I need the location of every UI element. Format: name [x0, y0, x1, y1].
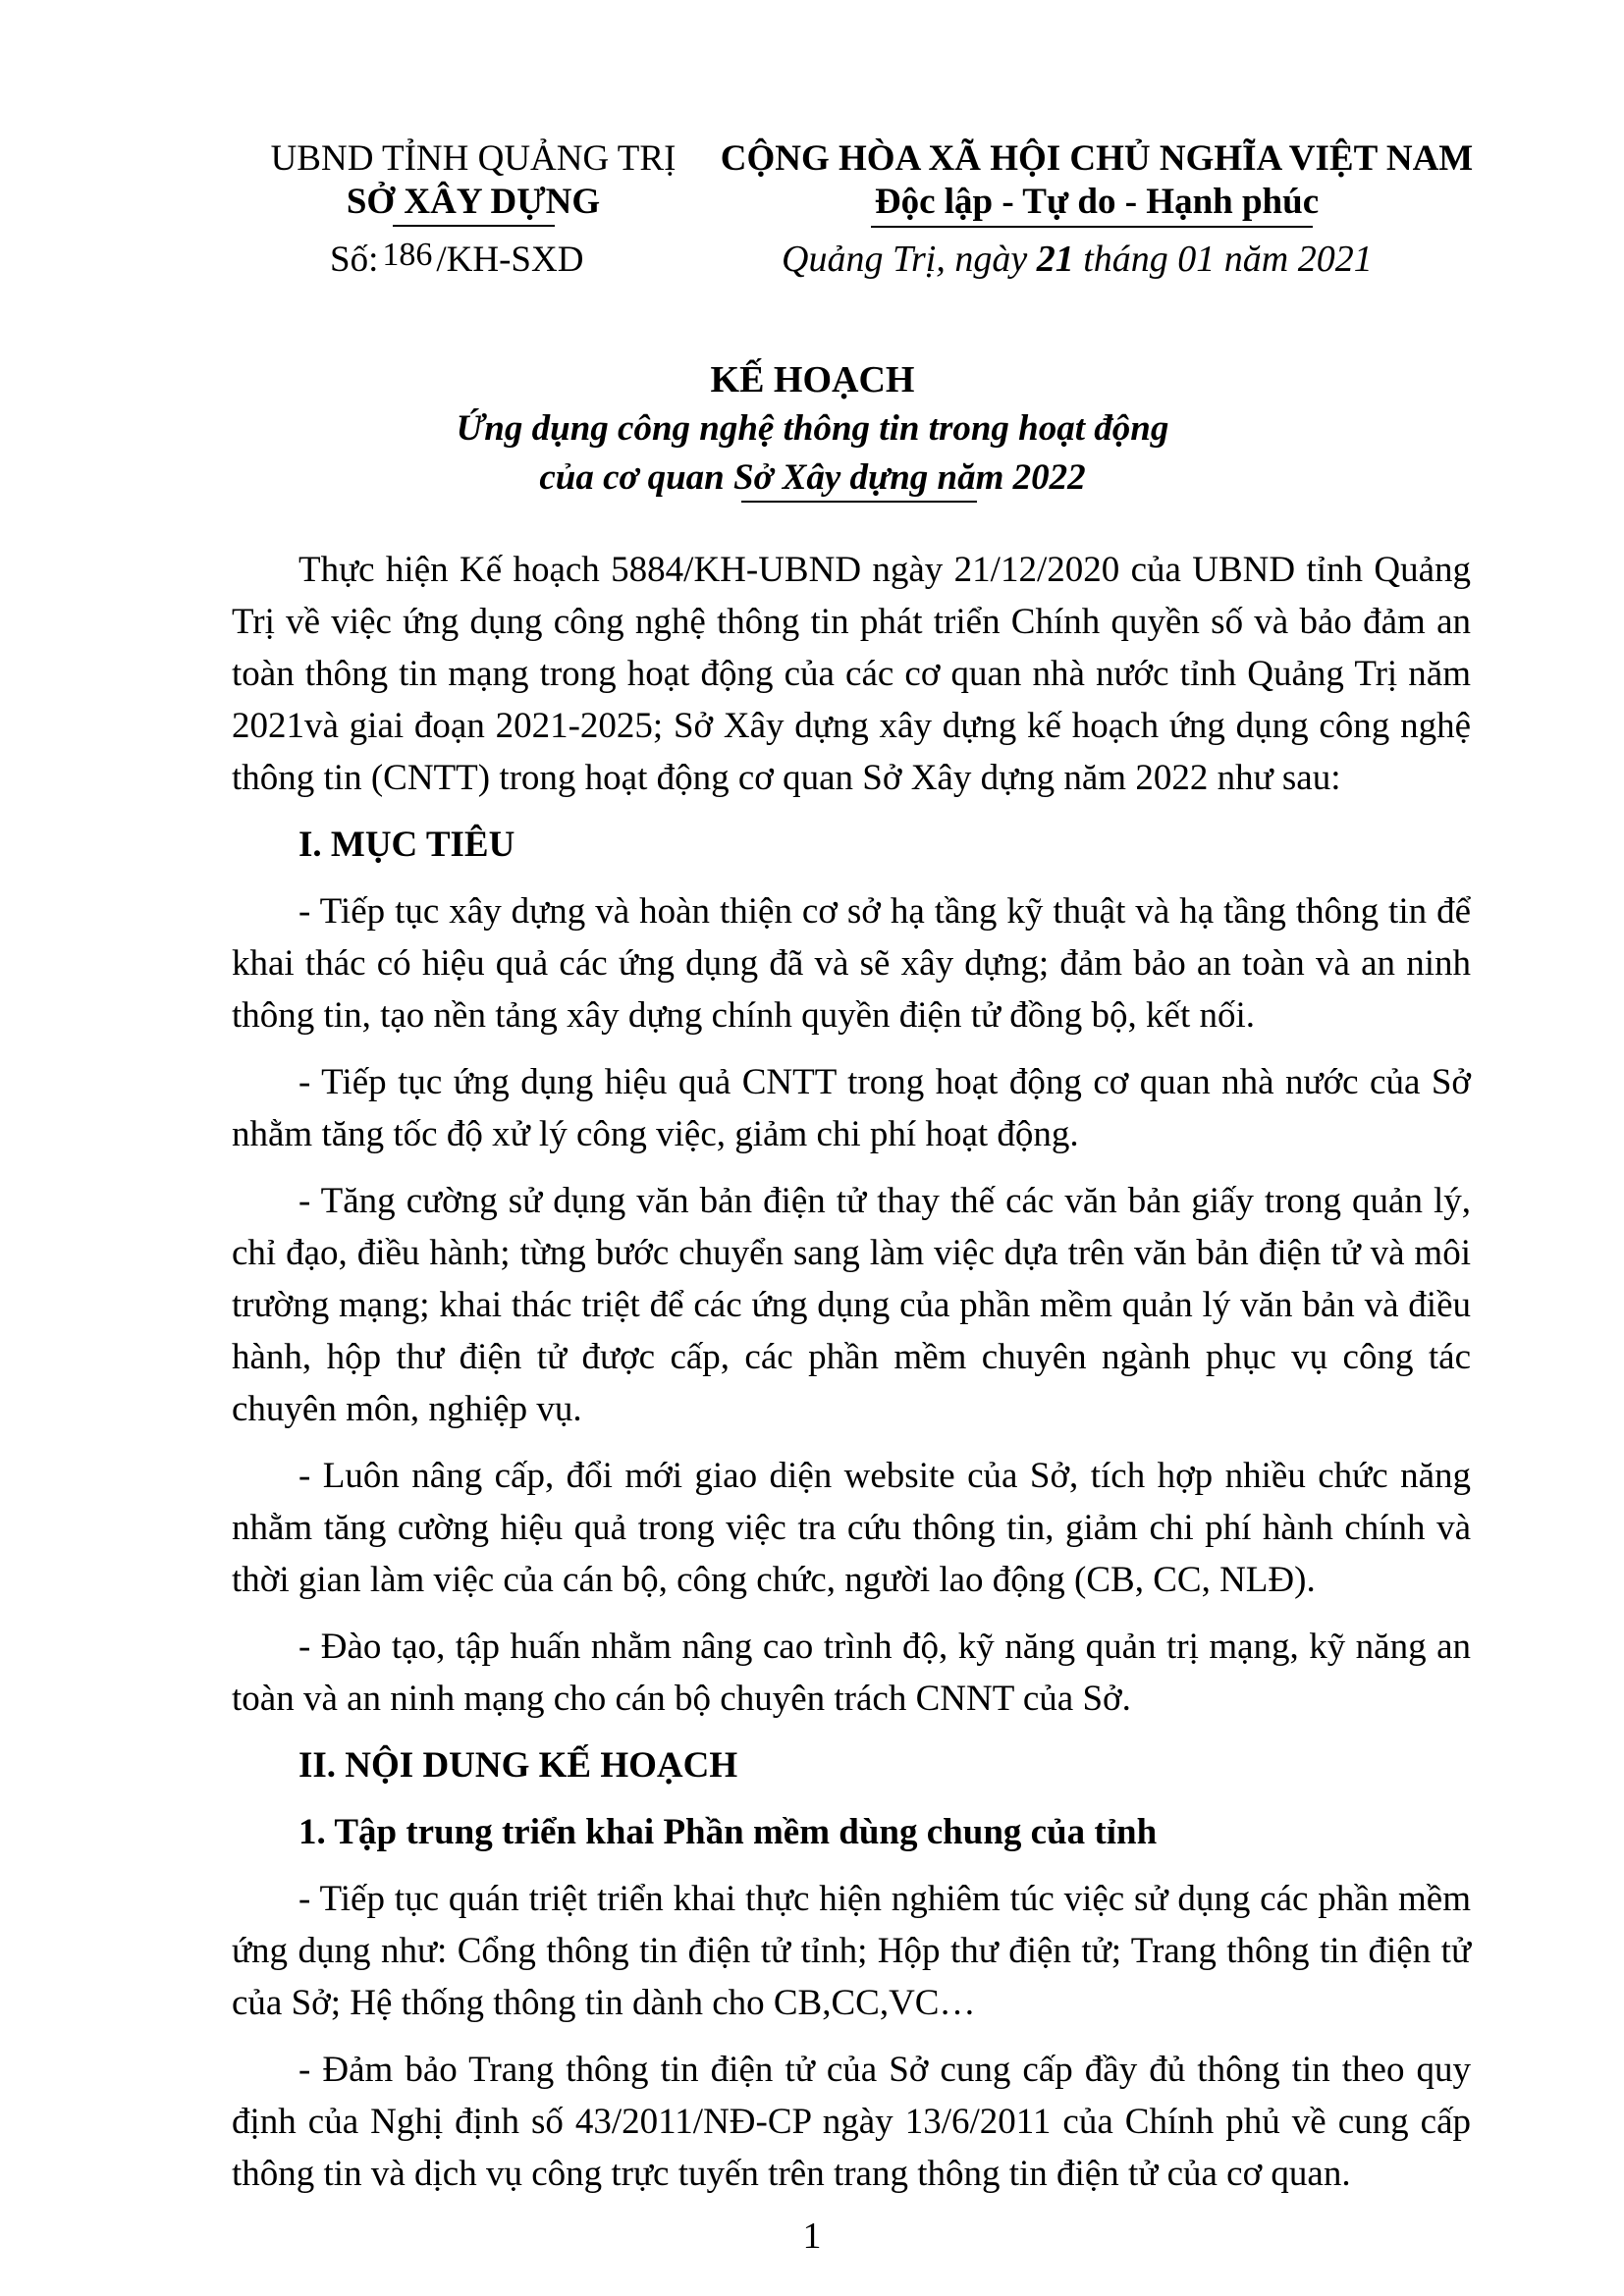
section-1-paragraph: - Tiếp tục xây dựng và hoàn thiện cơ sở hạ tầng kỹ thuật và hạ tầng thông tin để khai thác có hiệu quả các ứng dụng đã và sẽ xây dựng; đảm bảo an toàn và an ninh thông tin, tạo nền tảng xây dựng chính quyền điện tử đồng bộ, kết nối. — [232, 891, 1471, 1036]
section-1-paragraph: - Đào tạo, tập huấn nhằm nâng cao trình độ, kỹ năng quản trị mạng, kỹ năng an toàn và an ninh mạng cho cán bộ chuyên trách CNNT của Sở. — [232, 1627, 1471, 1719]
document-title — [177, 355, 1448, 503]
doc-number-suffix: /KH-SXD — [436, 240, 584, 280]
doc-number-prefix: Số: — [330, 240, 379, 280]
section-1-heading: I. MỤC TIÊU — [298, 825, 515, 865]
agency-header — [257, 137, 689, 224]
agency-underline — [393, 225, 555, 227]
section-1-paragraph: - Luôn nâng cấp, đổi mới giao diện website của Sở, tích hợp nhiều chức năng nhằm tăng cường hiệu quả trong việc tra cứu thông tin, giảm chi phí hành chính và thời gian làm việc của cán bộ, công chức, người lao động (CB, CC, NLĐ). — [232, 1456, 1471, 1600]
doc-number-handwritten: 186 — [382, 237, 433, 273]
title-line-2: của cơ quan Sở Xây dựng năm 2022 — [539, 457, 1086, 498]
title-main: KẾ HOẠCH — [710, 359, 915, 400]
date-prefix: Quảng Trị, ngày — [782, 239, 1037, 280]
section-1-paragraph: - Tăng cường sử dụng văn bản điện tử thay thế các văn bản giấy trong quản lý, chỉ đạo, điều hành; từng bước chuyển sang làm việc dựa trên văn bản điện tử và môi trường mạng; khai thác triệt để các ứng dụng của phần mềm quản lý văn bản và điều hành, hộp thư điện tử được cấp, các phần mềm chuyên ngành phục vụ công tác chuyên môn, nghiệp vụ. — [232, 1181, 1471, 1429]
agency-parent: UBND TỈNH QUẢNG TRỊ — [270, 138, 677, 179]
date-day: 21 — [1036, 239, 1074, 280]
agency-name: SỞ XÂY DỰNG — [346, 182, 601, 222]
page-number: 1 — [802, 2216, 822, 2257]
nation-motto: Độc lập - Tự do - Hạnh phúc — [874, 182, 1320, 222]
subsection-1-heading: 1. Tập trung triển khai Phần mềm dùng chung của tỉnh — [298, 1812, 1158, 1852]
title-underline — [741, 501, 977, 503]
section-1-paragraph: - Tiếp tục ứng dụng hiệu quả CNTT trong hoạt động cơ quan nhà nước của Sở nhằm tăng tốc độ xử lý công việc, giảm chi phí hoạt động. — [232, 1062, 1471, 1154]
subsection-1-paragraph: - Đảm bảo Trang thông tin điện tử của Sở cung cấp đầy đủ thông tin theo quy định của Nghị định số 43/2011/NĐ-CP ngày 13/6/2011 của Chính phủ về cung cấp thông tin và dịch vụ công trực tuyến trên trang thông tin điện tử của cơ quan. — [232, 2050, 1471, 2194]
document-number — [330, 234, 583, 282]
title-line-1: Ứng dụng công nghệ thông tin trong hoạt động — [456, 408, 1169, 449]
motto-underline — [871, 226, 1313, 228]
nation-header — [704, 137, 1489, 224]
subsection-1-paragraph: - Tiếp tục quán triệt triển khai thực hiện nghiêm túc việc sử dụng các phần mềm ứng dụng như: Cổng thông tin điện tử tỉnh; Hộp thư điện tử; Trang thông tin điện tử của Sở; Hệ thống thông tin dành cho CB,CC,VC… — [232, 1879, 1471, 2023]
date-place — [782, 238, 1373, 281]
document-body — [232, 544, 1471, 2215]
date-rest: tháng 01 năm 2021 — [1073, 239, 1373, 280]
section-2-heading: II. NỘI DUNG KẾ HOẠCH — [298, 1745, 738, 1786]
intro-paragraph: Thực hiện Kế hoạch 5884/KH-UBND ngày 21/12/2020 của UBND tỉnh Quảng Trị về việc ứng dụng công nghệ thông tin phát triển Chính quyền số và bảo đảm an toàn thông tin mạng trong hoạt động của các cơ quan nhà nước tỉnh Quảng Trị năm 2021và giai đoạn 2021-2025; Sở Xây dựng xây dựng kế hoạch ứng dụng công nghệ thông tin (CNTT) trong hoạt động cơ quan Sở Xây dựng năm 2022 như sau: — [232, 550, 1471, 798]
nation-name: CỘNG HÒA XÃ HỘI CHỦ NGHĨA VIỆT NAM — [720, 138, 1474, 179]
